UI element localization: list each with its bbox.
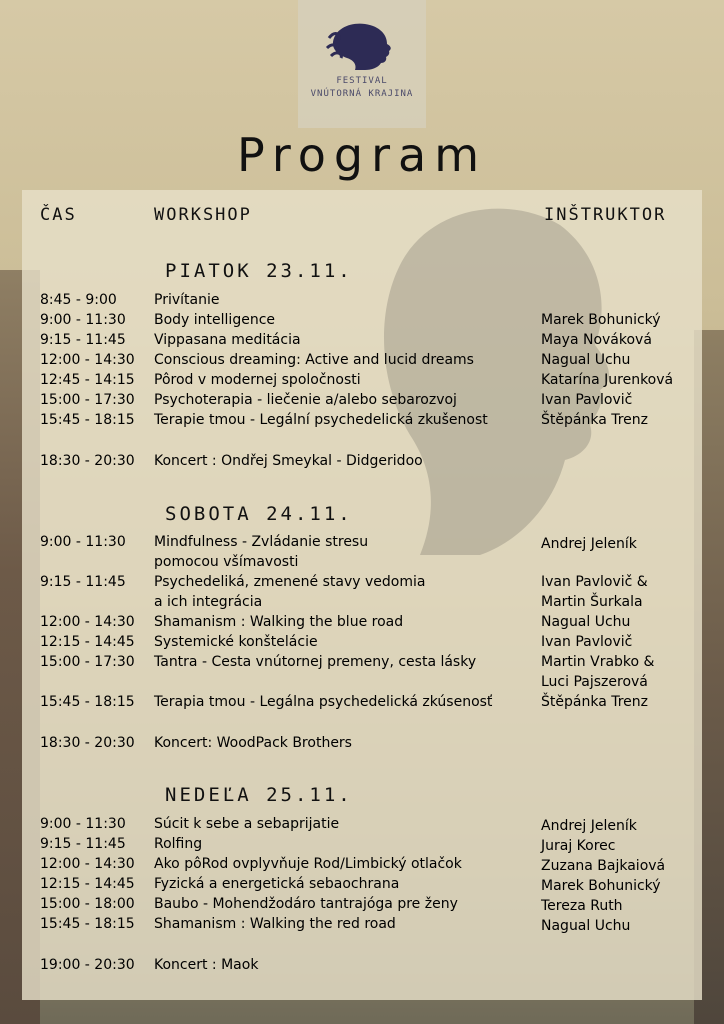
row-instructor: Nagual Uchu — [541, 614, 631, 630]
schedule-row — [0, 632, 724, 652]
logo-head-icon — [325, 20, 399, 72]
schedule-row — [0, 410, 724, 430]
row-time: 15:45 - 18:15 — [40, 412, 135, 428]
row-instructor: Nagual Uchu — [541, 352, 631, 368]
row-workshop: Baubo - Mohendžodáro tantrajóga pre ženy — [154, 896, 458, 912]
schedule-row — [0, 874, 724, 894]
row-instructor: Marek Bohunický — [541, 878, 661, 894]
schedule-row — [0, 894, 724, 914]
row-workshop: Conscious dreaming: Active and lucid dreams — [154, 352, 474, 368]
schedule-row — [0, 652, 724, 672]
row-time: 15:45 - 18:15 — [40, 694, 135, 710]
logo-line-name: VNÚTORNÁ KRAJINA — [310, 89, 414, 99]
row-instructor: Štěpánka Trenz — [541, 412, 648, 428]
row-time: 9:00 - 11:30 — [40, 816, 126, 832]
schedule-row — [0, 854, 724, 874]
row-time: 15:00 - 17:30 — [40, 654, 135, 670]
day-heading: PIATOK 23.11. — [165, 260, 353, 282]
row-workshop: Fyzická a energetická sebaochrana — [154, 876, 400, 892]
header-workshop: WORKSHOP — [154, 205, 252, 225]
row-time: 15:00 - 17:30 — [40, 392, 135, 408]
row-time: 19:00 - 20:30 — [40, 957, 135, 973]
row-time: 12:45 - 14:15 — [40, 372, 135, 388]
row-time: 12:15 - 14:45 — [40, 876, 135, 892]
row-instructor: Ivan Pavlovič & — [541, 574, 648, 590]
row-workshop: Terapie tmou - Legální psychedelická zkušenost — [154, 412, 488, 428]
row-time: 15:45 - 18:15 — [40, 916, 135, 932]
row-instructor: Andrej Jeleník — [541, 818, 637, 834]
schedule-row — [0, 692, 724, 712]
schedule-row — [0, 390, 724, 410]
row-time: 18:30 - 20:30 — [40, 453, 135, 469]
day-heading: SOBOTA 24.11. — [165, 503, 353, 525]
row-instructor: Ivan Pavlovič — [541, 392, 633, 408]
row-time: 9:15 - 11:45 — [40, 836, 126, 852]
header-instructor: INŠTRUKTOR — [544, 205, 667, 225]
row-workshop: Mindfulness - Zvládanie stresu — [154, 534, 369, 550]
row-workshop: Privítanie — [154, 292, 220, 308]
row-workshop: Shamanism : Walking the blue road — [154, 614, 404, 630]
schedule-row — [0, 612, 724, 632]
row-time: 9:00 - 11:30 — [40, 534, 126, 550]
schedule-row — [0, 592, 724, 612]
row-instructor: Andrej Jeleník — [541, 536, 637, 552]
row-workshop: Psychedeliká, zmenené stavy vedomia — [154, 574, 426, 590]
row-workshop: pomocou všímavosti — [154, 554, 299, 570]
schedule-row — [0, 672, 724, 692]
row-workshop: Súcit k sebe a sebaprijatie — [154, 816, 340, 832]
row-instructor: Štěpánka Trenz — [541, 694, 648, 710]
schedule-row — [0, 733, 724, 753]
row-instructor: Zuzana Bajkaiová — [541, 858, 666, 874]
logo-line-festival: FESTIVAL — [336, 76, 388, 86]
row-workshop: Psychoterapia - liečenie a/alebo sebarozvoj — [154, 392, 457, 408]
row-workshop: a ich integrácia — [154, 594, 263, 610]
row-workshop: Ako pôRod ovplyvňuje Rod/Limbický otlačok — [154, 856, 462, 872]
row-workshop: Pôrod v modernej spoločnosti — [154, 372, 361, 388]
row-workshop: Koncert : Ondřej Smeykal - Didgeridoo — [154, 453, 423, 469]
row-time: 12:00 - 14:30 — [40, 856, 135, 872]
row-workshop: Terapia tmou - Legálna psychedelická zkúsenosť — [154, 694, 493, 710]
row-instructor: Tereza Ruth — [541, 898, 623, 914]
schedule-row — [0, 834, 724, 854]
header-time: ČAS — [40, 205, 77, 225]
row-workshop: Tantra - Cesta vnútornej premeny, cesta lásky — [154, 654, 477, 670]
schedule-row — [0, 914, 724, 934]
page-title: Program — [236, 128, 488, 182]
row-workshop: Vippasana meditácia — [154, 332, 301, 348]
row-time: 8:45 - 9:00 — [40, 292, 117, 308]
row-instructor: Juraj Korec — [541, 838, 616, 854]
row-time: 9:15 - 11:45 — [40, 574, 126, 590]
row-workshop: Shamanism : Walking the red road — [154, 916, 396, 932]
row-time: 9:15 - 11:45 — [40, 332, 126, 348]
row-time: 15:00 - 18:00 — [40, 896, 135, 912]
row-workshop: Koncert: WoodPack Brothers — [154, 735, 352, 751]
row-instructor: Luci Pajszerová — [541, 674, 648, 690]
row-time: 9:00 - 11:30 — [40, 312, 126, 328]
row-instructor: Martin Vrabko & — [541, 654, 655, 670]
row-workshop: Body intelligence — [154, 312, 276, 328]
row-instructor: Ivan Pavlovič — [541, 634, 633, 650]
row-time: 12:00 - 14:30 — [40, 352, 135, 368]
row-workshop: Rolfing — [154, 836, 203, 852]
row-time: 12:15 - 14:45 — [40, 634, 135, 650]
row-workshop: Systemické konštelácie — [154, 634, 318, 650]
day-heading: NEDEĽA 25.11. — [165, 784, 353, 806]
row-time: 18:30 - 20:30 — [40, 735, 135, 751]
schedule-row — [0, 290, 724, 310]
row-instructor: Martin Šurkala — [541, 594, 643, 610]
schedule-row — [0, 350, 724, 370]
row-instructor: Katarína Jurenková — [541, 372, 674, 388]
row-instructor: Maya Nováková — [541, 332, 652, 348]
schedule-row — [0, 814, 724, 834]
row-time: 12:00 - 14:30 — [40, 614, 135, 630]
schedule-row — [0, 572, 724, 592]
row-workshop: Koncert : Maok — [154, 957, 259, 973]
schedule-row — [0, 370, 724, 390]
schedule-row — [0, 451, 724, 471]
festival-logo — [298, 0, 426, 128]
row-instructor: Marek Bohunický — [541, 312, 661, 328]
schedule-row — [0, 330, 724, 350]
schedule-row — [0, 955, 724, 975]
schedule-row — [0, 310, 724, 330]
row-instructor: Nagual Uchu — [541, 918, 631, 934]
